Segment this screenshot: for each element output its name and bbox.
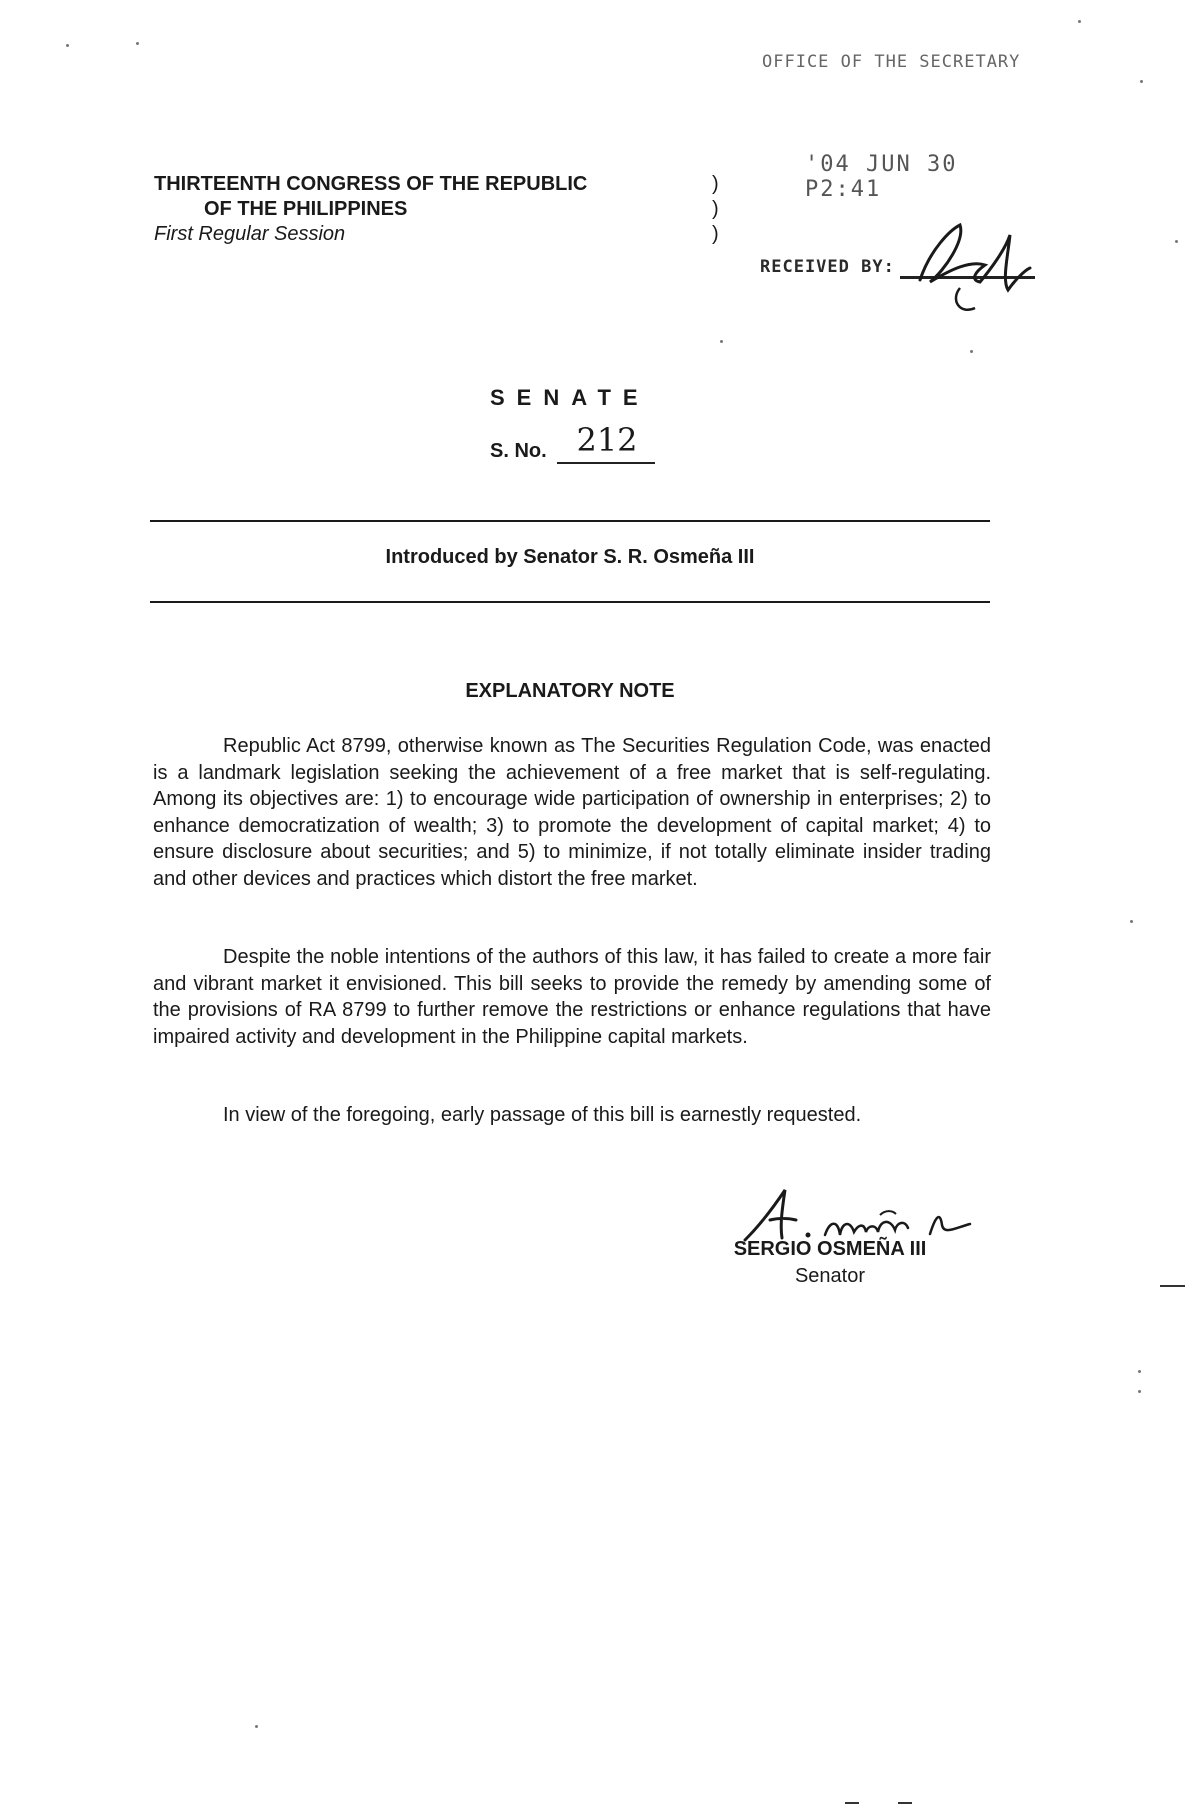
divider-top — [150, 520, 990, 522]
stamp-date: '04 JUN 30 P2:41 — [805, 152, 958, 202]
note-paragraph: Republic Act 8799, otherwise known as The Securities Regulation Code, was enacted is a landmark legislation seeking the achievement of a free market that is self-regulating. Among its objectives are: 1) to encourage wide participation of ownership in enterprises; 2) to enhance democratization of wealth; 3) to promote the development of capital market; 4) to ensure disclosure about securities; and 5) to minimize, if not totally eliminate insider trading and other devices and practices which distort the free market. — [153, 735, 991, 890]
signatory-name: SERGIO OSMEÑA III — [733, 1238, 927, 1260]
scan-speck — [970, 350, 973, 353]
scan-speck — [1175, 240, 1178, 243]
scan-mark — [898, 1802, 912, 1804]
chamber-heading: SENATE — [490, 385, 650, 410]
note-paragraph: In view of the foregoing, early passage of this bill is earnestly requested. — [223, 1104, 862, 1126]
note-title: EXPLANATORY NOTE — [465, 680, 675, 702]
scan-speck — [720, 340, 723, 343]
stamp-received-label: RECEIVED BY: — [760, 257, 895, 277]
scan-speck — [255, 1725, 258, 1728]
introduced-by: Introduced by Senator S. R. Osmeña III — [385, 546, 755, 568]
paren: ) — [712, 198, 719, 220]
scan-speck — [1138, 1390, 1141, 1393]
scan-speck — [1130, 920, 1133, 923]
bill-number-underline — [557, 462, 655, 464]
signatory-title: Senator — [794, 1265, 866, 1287]
congress-heading — [154, 172, 674, 247]
congress-line-2: OF THE PHILIPPINES — [204, 198, 408, 220]
scan-speck — [1140, 80, 1143, 83]
stamp-office-label: OFFICE OF THE SECRETARY — [762, 52, 1021, 72]
scan-mark — [1160, 1285, 1185, 1287]
congress-line-1: THIRTEENTH CONGRESS OF THE REPUBLIC — [154, 173, 588, 195]
scan-speck — [1138, 1370, 1141, 1373]
divider-bottom — [150, 601, 990, 603]
stamp-initials-signature — [890, 210, 1040, 320]
heading-parentheses — [712, 172, 719, 247]
paren: ) — [712, 223, 719, 245]
paren: ) — [712, 173, 719, 195]
scan-speck — [136, 42, 139, 45]
scan-speck — [66, 44, 69, 47]
bill-number: 212 — [576, 421, 638, 459]
scan-mark — [845, 1802, 859, 1804]
bill-number-label: S. No. — [490, 440, 547, 462]
note-paragraph: Despite the noble intentions of the authors of this law, it has failed to create a more fair and vibrant market it envisioned. This bill seeks to provide the remedy by amending some of the provisions of RA 8799 to further remove the restrictions or enhance regulations that have impaired activity and development in the Philippine capital markets. — [153, 946, 991, 1048]
session-label: First Regular Session — [154, 223, 346, 245]
scan-speck — [1078, 20, 1081, 23]
